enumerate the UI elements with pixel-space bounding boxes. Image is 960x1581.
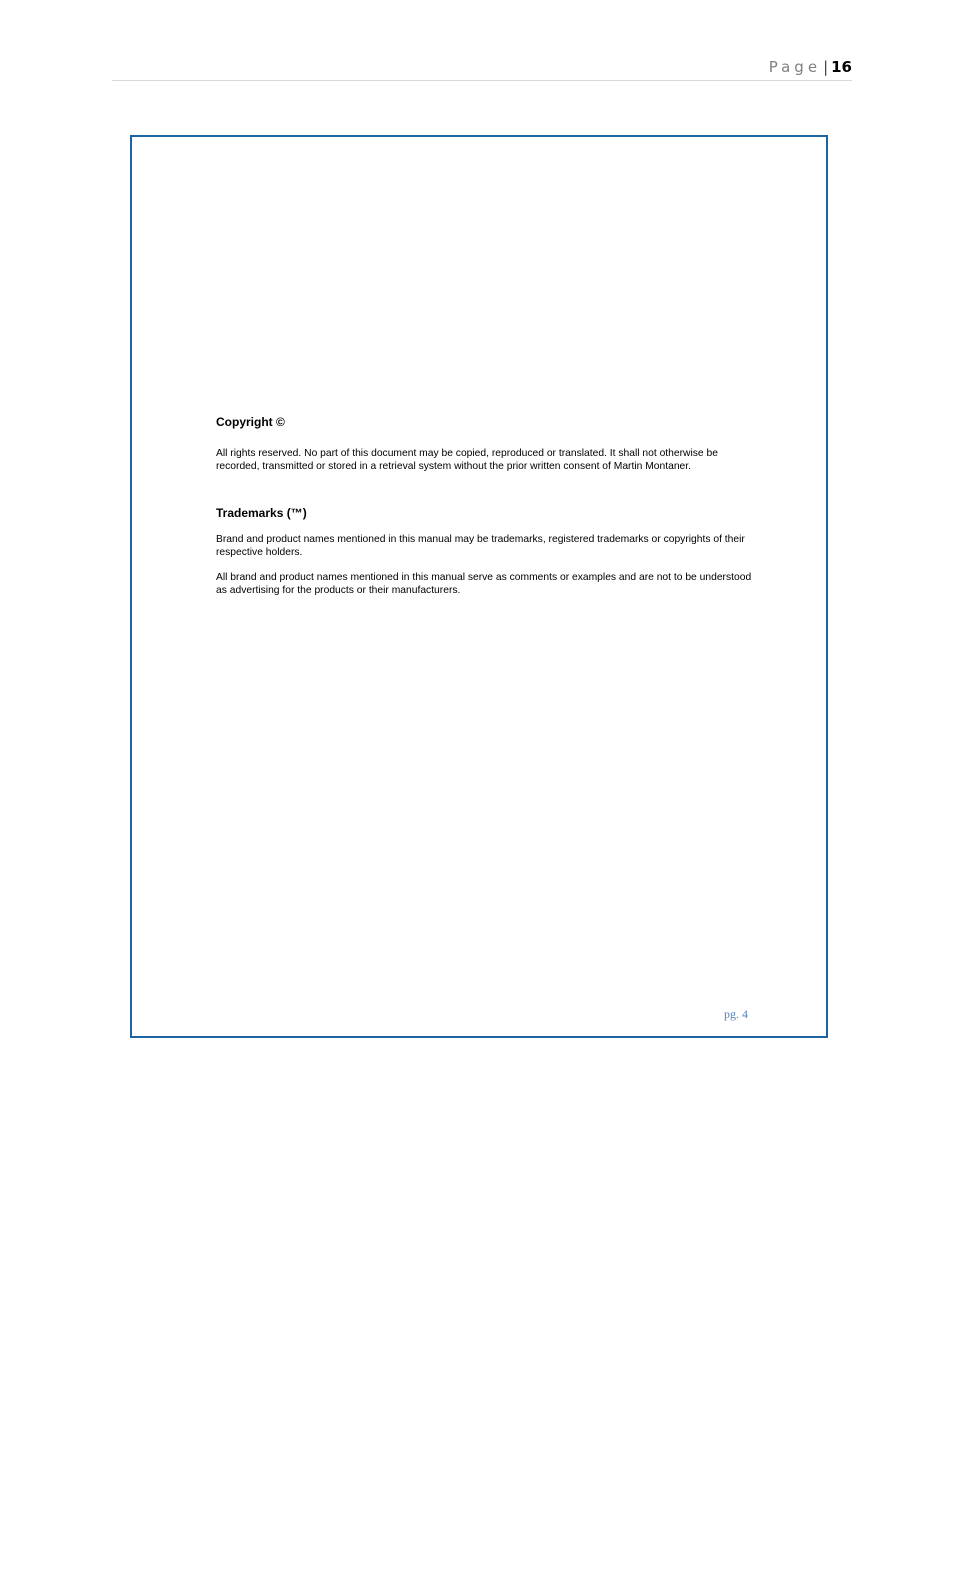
legal-notice-content <box>216 415 756 597</box>
embedded-page-frame <box>130 135 828 1038</box>
page-separator: | <box>823 58 829 76</box>
inner-page-number: pg. 4 <box>724 1007 748 1021</box>
trademarks-body-2: All brand and product names mentioned in this manual serve as comments or examples and are not to be understood as advertising for the products or their manufacturers. <box>216 572 752 596</box>
page-number-label <box>769 58 852 76</box>
page-number: 16 <box>831 58 852 76</box>
trademarks-title: Trademarks (™) <box>216 506 307 520</box>
copyright-title: Copyright © <box>216 415 285 429</box>
trademarks-body-1: Brand and product names mentioned in this manual may be trademarks, registered trademarks or copyrights of their respective holders. <box>216 534 745 558</box>
page-header <box>112 54 852 81</box>
copyright-body: All rights reserved. No part of this document may be copied, reproduced or translated. It shall not otherwise be recorded, transmitted or stored in a retrieval system without the prior written consent of Martin Montaner. <box>216 448 718 472</box>
page-word: Page <box>768 58 822 76</box>
